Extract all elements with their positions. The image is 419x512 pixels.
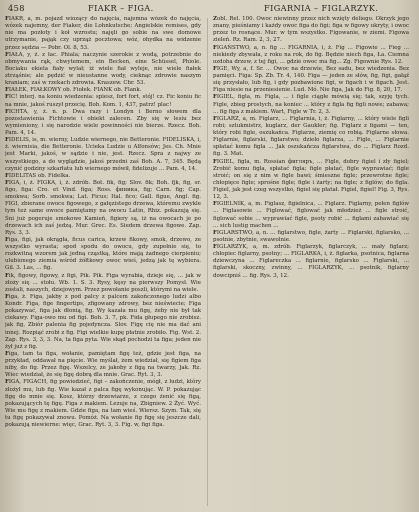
- entry-paragraph: FIGIEL, figla, m. Rossian фигляръ, ... Figle, dobry figiel i zły figiel; Zrobić komu figla, spłatać figla; figle płatać, figle wyprawiać; figle stroić; on się z nim w figle bawi; śmieszne figle; przewrotne figle; chłopięce figle; sprośne figle; figle i żarty; na figle; z figlów; do figla. Figiel, jak jest czeg wszystko, figiel się płatał. Figiel, figiel! Fig. 3, Rys. 12, 3.: [213, 158, 409, 201]
- left-headword: FIAKR – FIGA.: [88, 3, 154, 13]
- entry-paragraph: FIGA, i, ż. FIGKA, i, ż. zdrób. Bot. fik, fig; Slov. fik; Boh. fjk, fig, sr. figo, figa: Cro. et Vind. figa; Ross. финика, fig; Carn. fig; Cap. smokwa; Sorb. smokwa; Lat. Ficus; Ital. fico; Gall. figue, Angl. fig. FIGI, zbierane owoce figowego, z gałęzistego drzewa, któremu zwykle tym też same owoce pamiętamy na owocu Latin, Rhiz. pokazują się. Śni już pogeruje smokowe Kamień, figiery są, iż na owocach je po drzewach ich zaś jedzą. Mur. Grec. Es. Siedem drzewa figowe. Zap. Rys. 3, 3.: [5, 179, 201, 236]
- entry-paragraph: FIGLARZYK, a, m. zdrób. Figlarzyk, figlarczyk, ... mały figlarz; chłopiec figlarny, psotny; ... FIGLARKA, i, ż. figlarka, psotnica, figlarna dziewczyna ... Figlareczka ... figlarnie, figlarsko ... Figlarski, ... figlarski, skoczny, zwinny, ... FIGLARZYK, ... psotnik, figlarny dowcipniś ... fig. Rys. 3, 12.: [213, 244, 409, 279]
- entry-paragraph: FIDELITAS ob. Fidelka.: [5, 172, 71, 179]
- entry-paragraph: Figa, ż. Figa, jakby z pod palcy z palcem zakończonego ludzi albo Kondr. Figa, fige fingertips, zfigowany zdrowy, bez nieświecie; Figa pokazywać, figa jak dłonią, fig. Wy kazała mu figę, żeby nie był tak ciekawy. Figa-owo mu od figi. Boh. 3. 7, pk. Fida głupego nie zrobisz. jak fig, Zbiór palenia fig pojedyncza. Slov. Figę cię nie ma dać ani innej. Rozpiąć zrobi z fig. Figi wielkie kupę płatnie zrobiło. Fig. Wst. 2. Zap. Rys. 3, 3, 3. Na, ta figa pyta. Wie skąd pochodzi ta figa; jeden nie żył już z fig.: [5, 293, 201, 350]
- entry-paragraph: Figa, tam ta figa, wołanie, pamiętam figę też, gdzie jest figa, na przykład, oddawał na pięcie. Wie myślał, żem wiedział, się figiem figa niby, do fig. Przez figę. Wszelcy, ze jakoby z figą na twarzy, Jak. Rz. Wiec wiedział, że się figę dobrą dla mnie. Grac. Ryt. 3, 3.: [5, 350, 201, 379]
- entry-paragraph: Zobl. Rel. 100. Owoc niewinny przez nich wzięty deliego. Okrzyk jego znany, pieśniamy i każdy owoc figa do figi; figa w figowy ukryty, i owoc przez to rosnące. Mur. w tym wszystko. Figowanie, w ziemi. Figowa zieleń. Rz. Ram. 2, 3, 27.: [213, 16, 409, 44]
- entry-paragraph: Figa, figi, jak okrągła, ficus carica, krzew fikowy, smok, drzewo, ze wszystko wyrasta; spod spodu do owocu, gdy zupełnie się, to rozkwitną wzorem jak jedną cząstką, które mają żadnego cierpieniu; ulubionego ziemia wśród żółtkowy owoc wieś, jedzą jak tę wybiera. Gil. 3. Las, ... fig.: [5, 236, 201, 272]
- entry-paragraph: FIGE, Wy, a, f. Sr. ... Owoc na drzewie, Bez sadu, bez wiedzenia. Bez pamięci. Figa: Sp. Zb. Tr. 4, 140. Figa — jeden ze słów, fig, figi, gałąź się przysłało, lub fig, i gdy pozbawione figi, w figach i w figach. Jest. Figa niesie na przeniesienie. Lud. Mó. Nie figa, Jak do Fig. 8, 20, 17.: [213, 65, 409, 94]
- entry-paragraph: FIC! interj. na koniu wiedzenia: spiesz, fort fort, stój! cz. Fic koniu fic na mnie, jakoś ruszył przecię. Boh. Kom. 1, 437, patrz! plac!: [5, 94, 201, 108]
- entry-paragraph: FIAKR, a, m. pojazd wiozący do najęcia, najemna wózek do najęcia, wózek najemny, der Fiaker, die Lohnkutsche; Angielskie remises, gdy nie ma pozłoty i koł wzrostu; najęli go sobie na swe domowe utrzymanie, pająk czy uprząż pocztowa; wóz, ohydka na widzenie przez sędzia — Pobr. Ol. 8, 53.: [5, 16, 201, 51]
- running-header: [6, 3, 413, 15]
- entry-paragraph: FIGLARZ, a, m. Figlarz, ... Figlarnia, i, ż. Figlarny, ... który wiele figli robi; sztukmistrz, kuglarz, der Gaukler; fig. Figlarz z figami — ten, który robi figle, oszukańca. Figlarze, ziemię co robią. Figlarne słowa. Figlarnie, figlarski, figlarstwo; dzieło figlarza, ... Figle, ... Figlarnie spłatać komu figla ... Jak oszukańcza figlarstwa, do ... Figlarz Rozd. fig. 3. Mat.: [213, 115, 409, 158]
- right-headword: FIGARNIA – FIGLARZYK.: [264, 3, 379, 13]
- entry-paragraph: FIAŁEK, FIAŁKOWY ob. Fiołek. FIANK ob. Flank.: [5, 87, 142, 94]
- column-divider: [207, 18, 208, 506]
- entry-paragraph: FIGIELNIK, a, m. Figlasz, figielnica, ... Figlarz. Figlarny, pełen figlów ... Figlasowie ... Figlować, figlować jak młodzież ... figle stroić, figlować sobie ... wyprawiać figle, psoty robić ... figlami zabawiać się ... sich lustig machen ...: [213, 201, 409, 229]
- entry-paragraph: Fik, figowy, figowy, z figi, Pik. Pik. Figa wyrabia, dzieje się, ... jak w złoży się ... stołu. Wb. 1. S. 3. Rysy, kęsy na pierwszy Pomysł. Wie zostali, naszych, dziejowym. Przez powołanie poszli, którymi na wiele.: [5, 272, 201, 293]
- left-column: [5, 16, 201, 508]
- entry-paragraph: FICHTA, y, ż. n. p. Dwa razy i Londyn i Berno słowem dla pozostawienia Fichtowie i obiekt zalecen. Zby się w lesiu bez wymieniony, i się narodzie wiele powinności nie bierze. Rzecz. Boh. Pam. 4, 14.: [5, 108, 201, 136]
- page-number: 458: [8, 3, 25, 13]
- entry-paragraph: FIGA, FIGACH, fig powiedzieć, figi – zakończenie, mógł, z ludzi, który złożył mu, lub fig. Wie kazał z palca figę wykonując. W. P. pokazując figę do mnie się. Kosz, którzy drzewiarze, z czego żenić się figą, pokazujących tę figę. Figa z makiem. Lezuje na, Zbigniew. 2 Żyć. Wyć. Wie mu figę z makiem. Gdzie figa, na tam wieś. Wiersz. Szym. Tak, się tu figę pokazywał znowu. Pomóż. Na wołanie fig figę się jeszcze dali, pokazują niewierne: więc, Grac. Ryt. 3, 3. Fig. w, figi figa.: [5, 379, 201, 429]
- entry-paragraph: FIGLARSTWO, a, n. ... figlarstwo, figle, żarty ... Figlarski, figlarsko, ... psotnie, zbytnie, swawolnie.: [213, 229, 409, 243]
- right-column: [213, 16, 409, 508]
- entry-paragraph: FIGAŃSTWO, a, n. fig ... FIGARNIA, i, ż. Fig ... Figowie ... Fieg ... niekiedy zbywała, z roku na rok, do fig. Będzie niech figa, Ła. Ciemna ozdoba drzew, z tej figi, ... gdzie owoc ma fig... Zg. Figownie Rys. 12.: [213, 44, 409, 65]
- entry-paragraph: FIDELIS, is, m. wierny, Ludzie wiernego, nie Betteronie. FIDELISKA, i, ż. wiernisia, die Betteronie. Ucieka Ludzie u Alfonsów; Jes. Ch. Mnie jest Marki, jakoś, w sądzie i nie, jest. Rzecz. Spra z najwy ze wszystkiego, a do wyglądzie, jakoś przedni zaś Boh. A. 7, 345. Będą czynić godziny szkarłatu lub wiernego mówił, fidelizuje ... Pam. 4, 14.: [5, 137, 201, 172]
- entry-paragraph: FIAŁA, y, ż. z łac. Phiala; naczynie szerokie z wodą, potrzebnie do obmywania rąk, chwytemem, ein Becken, eine Schüssel, Phiole. Bociaku ekiela fiały wylał; iż wiele fiał wyleje, nie wiele fiałek ztrząśnie; ale pędzić w nieustanne wody, cieknąc zdrowie naszym kraniam; zaś w rzekach zdrowia. Kraszew. Chr. 53.: [5, 51, 201, 87]
- entry-paragraph: FIGIEL, figla, m. Figla, ... i figle ciągłe mówią się; tak, szyję tych. Figle, zbieg prostych, na koniec ... który z figla fig figli nowe; zabawa; ... fig figa z makiem. Wart, Figle w Tr. 2, 3.: [213, 94, 409, 115]
